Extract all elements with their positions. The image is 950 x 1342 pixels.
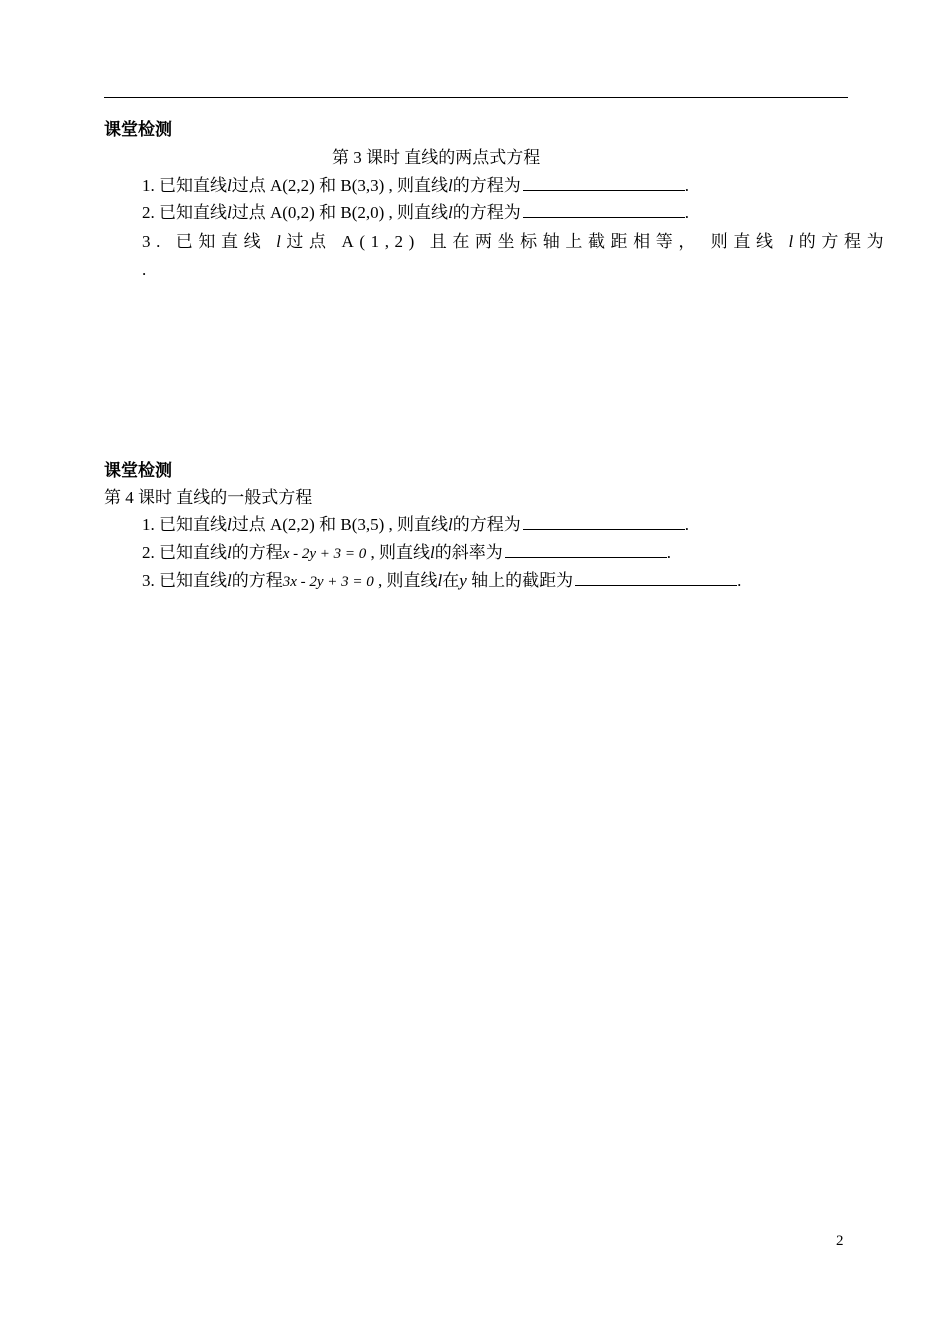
- header-rule: [104, 97, 848, 98]
- answer-blank[interactable]: [575, 571, 737, 586]
- point-b: (3,3): [351, 176, 385, 195]
- section1-question-3-end: .: [142, 260, 147, 279]
- point-a: (2,2): [282, 515, 315, 534]
- variable-l: l: [227, 571, 232, 590]
- period: .: [684, 515, 689, 534]
- answer-blank[interactable]: [523, 176, 685, 191]
- question-text: 3. 已知直线: [142, 232, 277, 251]
- question-text: 且在两坐标轴上截距相等， 则直线: [419, 232, 789, 251]
- section1-question-1: [142, 176, 689, 196]
- question-text: 的斜率为: [434, 543, 503, 562]
- point-b: (3,5): [351, 515, 385, 534]
- section1-question-3: [142, 232, 889, 252]
- question-text: 已知直线: [159, 203, 227, 222]
- variable-y: y: [459, 571, 467, 590]
- section1-subtitle: 第 3 课时 直线的两点式方程: [332, 148, 541, 167]
- question-text: 在: [442, 571, 460, 590]
- period: .: [684, 203, 689, 222]
- question-text: 过点 A: [286, 232, 360, 251]
- question-text: , 则直线: [384, 176, 449, 195]
- equation: x - 2y + 3 = 0: [282, 546, 367, 562]
- equation: 3x - 2y + 3 = 0: [282, 574, 374, 590]
- variable-l: l: [276, 232, 287, 251]
- question-text: 过点 A: [231, 176, 283, 195]
- section2-subtitle: 第 4 课时 直线的一般式方程: [104, 488, 313, 507]
- section1-question-2: [142, 203, 689, 223]
- question-text: 过点 A: [231, 203, 283, 222]
- section1-heading: 课堂检测: [104, 120, 172, 139]
- question-text: 已知直线: [159, 543, 227, 562]
- point-a: (1,2): [359, 232, 420, 251]
- question-text: 的方程为: [452, 203, 521, 222]
- question-text: 的方程: [231, 543, 283, 562]
- question-text: , 则直线: [373, 571, 438, 590]
- question-text: , 则直线: [384, 203, 449, 222]
- period: .: [737, 571, 742, 590]
- variable-l: l: [448, 203, 453, 222]
- variable-l: l: [430, 543, 435, 562]
- question-number: 2.: [142, 203, 155, 222]
- question-number: 1.: [142, 176, 155, 195]
- answer-blank[interactable]: [523, 515, 685, 530]
- question-text: 和 B: [314, 203, 352, 222]
- page-number: 2: [836, 1233, 844, 1249]
- question-text: 已知直线: [159, 515, 227, 534]
- section2-heading: 课堂检测: [104, 461, 172, 480]
- point-a: (2,2): [282, 176, 315, 195]
- period: .: [666, 543, 672, 562]
- question-text: 的方程为: [452, 176, 521, 195]
- variable-l: l: [227, 543, 232, 562]
- question-text: , 则直线: [366, 543, 431, 562]
- answer-blank[interactable]: [523, 203, 685, 218]
- variable-l: l: [227, 203, 232, 222]
- variable-l: l: [448, 515, 453, 534]
- section2-question-3: [142, 571, 741, 592]
- section2-question-2: [142, 543, 671, 564]
- question-text: 过点 A: [231, 515, 283, 534]
- question-text: 已知直线: [159, 176, 227, 195]
- question-number: 1.: [142, 515, 155, 534]
- question-text: 和 B: [314, 176, 352, 195]
- question-number: 3.: [142, 571, 155, 590]
- answer-blank[interactable]: [505, 543, 667, 558]
- question-text: 已知直线: [159, 571, 227, 590]
- question-text: 的方程为: [452, 515, 521, 534]
- point-b: (2,0): [351, 203, 385, 222]
- question-number: 2.: [142, 543, 155, 562]
- question-text: 的方程: [231, 571, 283, 590]
- question-text: 轴上的截距为: [466, 571, 574, 590]
- point-a: (0,2): [282, 203, 315, 222]
- question-text: , 则直线: [384, 515, 449, 534]
- variable-l: l: [448, 176, 453, 195]
- period: .: [684, 176, 689, 195]
- question-text: 的方程为: [798, 232, 890, 251]
- variable-l: l: [437, 571, 443, 590]
- question-text: 和 B: [314, 515, 352, 534]
- variable-l: l: [227, 176, 232, 195]
- variable-l: l: [227, 515, 232, 534]
- section2-question-1: [142, 515, 689, 535]
- variable-l: l: [788, 232, 799, 251]
